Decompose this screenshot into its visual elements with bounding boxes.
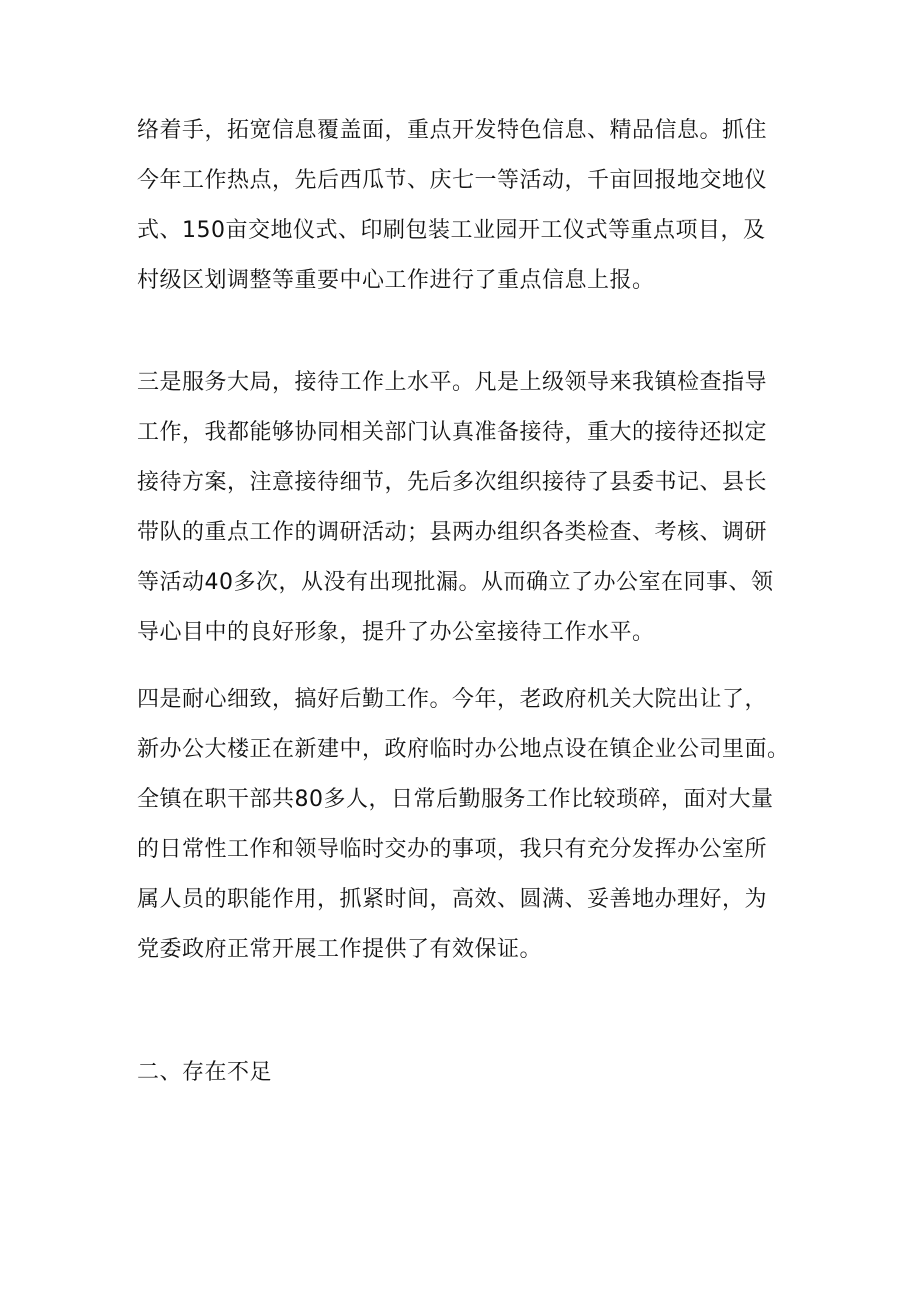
section-heading: 二、存在不足 — [137, 1060, 273, 1085]
paragraph-logistics-work — [137, 675, 797, 975]
paragraph-line: 三是服务大局，接待工作上水平。凡是上级领导来我镇检查指导 — [137, 370, 768, 395]
paragraph-information-work — [137, 106, 797, 306]
paragraph-line: 等活动40多次，从没有出现批漏。从而确立了办公室在同事、领 — [137, 570, 774, 595]
paragraph-line: 接待方案，注意接待细节，先后多次组织接待了县委书记、县长 — [137, 470, 768, 495]
paragraph-line: 今年工作热点，先后西瓜节、庆七一等活动，千亩回报地交地仪 — [137, 168, 768, 193]
paragraph-line: 带队的重点工作的调研活动；县两办组织各类检查、考核、调研 — [137, 520, 768, 545]
paragraph-line: 工作，我都能够协同相关部门认真准备接待，重大的接待还拟定 — [137, 420, 768, 445]
paragraph-line: 式、150亩交地仪式、印刷包装工业园开工仪式等重点项目，及 — [137, 218, 766, 243]
paragraph-line: 的日常性工作和领导临时交办的事项，我只有充分发挥办公室所 — [137, 837, 768, 862]
paragraph-line: 四是耐心细致，搞好后勤工作。今年，老政府机关大院出让了， — [137, 687, 768, 712]
paragraph-line: 属人员的职能作用，抓紧时间，高效、圆满、妥善地办理好，为 — [137, 887, 768, 912]
paragraph-line: 络着手，拓宽信息覆盖面，重点开发特色信息、精品信息。抓住 — [137, 118, 768, 143]
paragraph-reception-work — [137, 358, 797, 658]
paragraph-line: 党委政府正常开展工作提供了有效保证。 — [137, 937, 543, 962]
paragraph-line: 村级区划调整等重要中心工作进行了重点信息上报。 — [137, 268, 655, 293]
paragraph-line: 导心目中的良好形象，提升了办公室接待工作水平。 — [137, 620, 655, 645]
paragraph-line: 新办公大楼正在新建中，政府临时办公地点设在镇企业公司里面。 — [137, 737, 790, 762]
section-heading-shortcomings — [137, 1048, 797, 1098]
paragraph-line: 全镇在职干部共80多人，日常后勤服务工作比较琐碎，面对大量 — [137, 787, 774, 812]
